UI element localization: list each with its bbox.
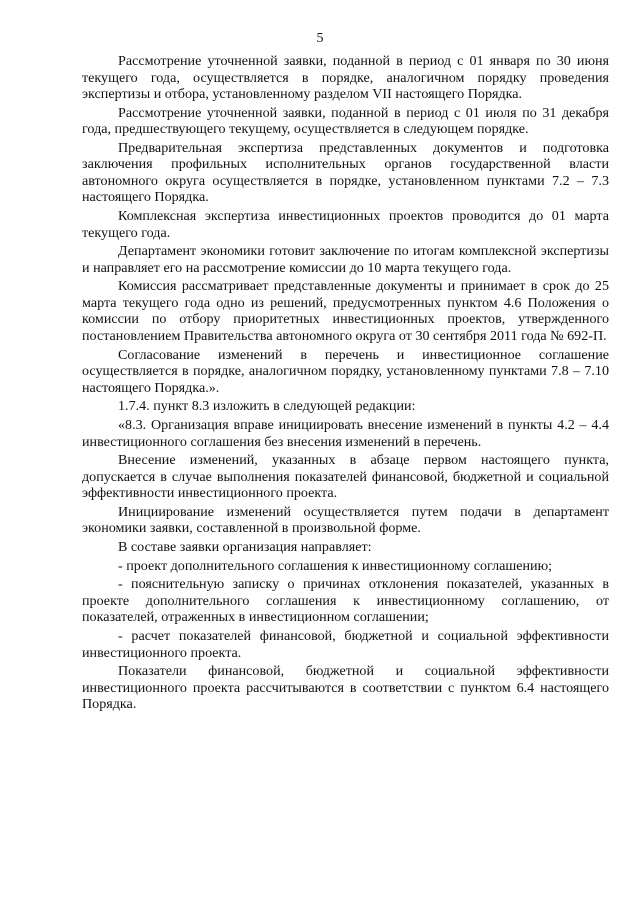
list-item: - пояснительную записку о причинах отклонения показателей, указанных в проекте дополнительного соглашения к инвестиционному соглашению, от показателей, отраженных в инвестиционном соглашении; <box>82 576 609 626</box>
paragraph: В составе заявки организация направляет: <box>118 539 372 556</box>
paragraph: Рассмотрение уточненной заявки, поданной в период с 01 января по 30 июня текущего года, осуществляется в порядке, аналогичном порядку проведения экспертизы и отбора, установленному разделом VII настоящего Порядка. <box>82 53 609 102</box>
list-item: - расчет показателей финансовой, бюджетной и социальной эффективности инвестиционного проекта. <box>82 628 609 661</box>
paragraph: Комплексная экспертиза инвестиционных проектов проводится до 01 марта текущего года. <box>82 208 609 241</box>
paragraph: «8.3. Организация вправе инициировать внесение изменений в пункты 4.2 – 4.4 инвестиционного соглашения без внесения изменений в перечень. <box>82 417 609 450</box>
paragraph: Департамент экономики готовит заключение по итогам комплексной экспертизы и направляет его на рассмотрение комиссии до 10 марта текущего года. <box>82 243 609 276</box>
list-item: - проект дополнительного соглашения к инвестиционному соглашению; <box>118 557 553 574</box>
paragraph: Комиссия рассматривает представленные документы и принимает в срок до 25 марта текущего года одно из решений, предусмотренных пунктом 4.6 Положения о комиссии по отбору приоритетных инвестиционных проектов, утвержденного постановлением Правительства автономного округа от 30 сентября 2011 года № 692-П. <box>82 278 609 344</box>
paragraph: Внесение изменений, указанных в абзаце первом настоящего пункта, допускается в случае выполнения показателей финансовой, бюджетной и социальной эффективности инвестиционного проекта. <box>82 452 609 502</box>
paragraph: Показатели финансовой, бюджетной и социальной эффективности инвестиционного проекта рассчитываются в соответствии с пунктом 6.4 настоящего Порядка. <box>82 663 609 713</box>
amendment-heading: 1.7.4. пункт 8.3 изложить в следующей редакции: <box>118 398 416 415</box>
paragraph: Предварительная экспертиза представленных документов и подготовка заключения профильных исполнительных органов государственной власти автономного округа осуществляется в порядке, установленном пунктами 7.2 – 7.3 настоящего Порядка. <box>82 139 609 206</box>
page-number: 5 <box>316 31 324 46</box>
paragraph: Согласование изменений в перечень и инвестиционное соглашение осуществляется в порядке, аналогичном порядку, установленному пунктами 7.8 – 7.10 настоящего Порядка.». <box>82 346 609 396</box>
paragraph: Рассмотрение уточненной заявки, поданной в период с 01 июля по 31 декабря года, предшествующего текущему, осуществляется в следующем порядке. <box>82 104 609 138</box>
paragraph: Инициирование изменений осуществляется путем подачи в департамент экономики заявки, составленной в произвольной форме. <box>82 503 609 537</box>
document-body <box>82 53 609 713</box>
